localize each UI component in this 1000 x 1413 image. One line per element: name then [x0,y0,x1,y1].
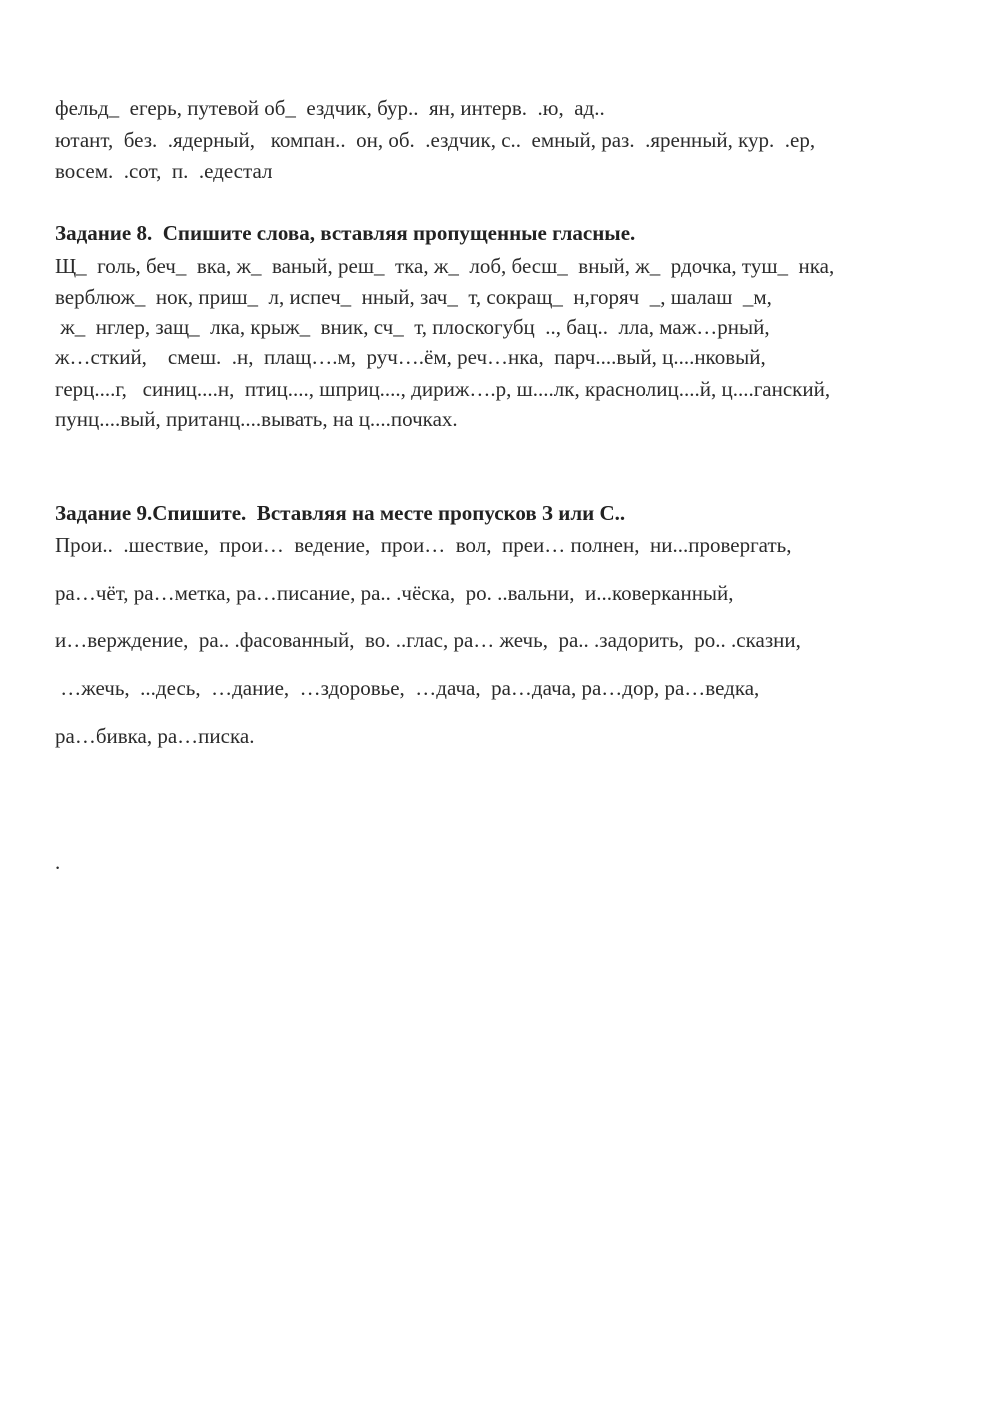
intro-line-1: фельд_ егерь, путевой об_ ездчик, бур.. ян, интерв. .ю, ад.. [55,96,605,120]
task9-line-5: ра…бивка, ра…писка. [55,724,255,748]
intro-line-3: восем. .сот, п. .едестал [55,159,273,183]
task8-line-4: ж…сткий, смеш. .н, плащ….м, руч….ём, реч…нка, парч....вый, ц....нковый, [55,345,766,369]
task9-line-2: ра…чёт, ра…метка, ра…писание, ра.. .чёска, ро. ..вальни, и...коверканный, [55,581,734,605]
task9-heading: Задание 9.Спишите. Вставляя на месте пропусков З или С.. [55,501,626,525]
task9-line-4: …жечь, ...десь, …дание, …здоровье, …дача, ра…дача, ра…дор, ра…ведка, [55,676,760,700]
task8-line-3: ж_ нглер, защ_ лка, крыж_ вник, сч_ т, плоскогубц .., бац.. лла, маж…рный, [55,315,770,339]
intro-line-2: ютант, без. .ядерный, компан.. он, об. .ездчик, с.. емный, раз. .яренный, кур. .ер, [55,128,816,152]
task9-line-3: и…верждение, ра.. .фасованный, во. ..глас, ра… жечь, ра.. .задорить, ро.. .сказни, [55,628,801,652]
task8-line-6: пунц....вый, пританц....вывать, на ц....почках. [55,407,458,431]
stray-dot: . [55,850,61,874]
task8-line-1: Щ_ голь, беч_ вка, ж_ ваный, реш_ тка, ж_ лоб, бесш_ вный, ж_ рдочка, туш_ нка, [55,254,835,278]
task9-line-1: Прои.. .шествие, прои… ведение, прои… вол, преи… полнен, ни...провергать, [55,533,792,557]
task8-line-5: герц....г, синиц....н, птиц...., шприц...., дириж….р, ш....лк, краснолиц....й, ц....ганский, [55,377,831,401]
task8-heading: Задание 8. Спишите слова, вставляя пропущенные гласные. [55,221,636,245]
task8-line-2: верблюж_ нок, приш_ л, испеч_ нный, зач_ т, сокращ_ н,горяч _, шалаш _м, [55,285,772,309]
